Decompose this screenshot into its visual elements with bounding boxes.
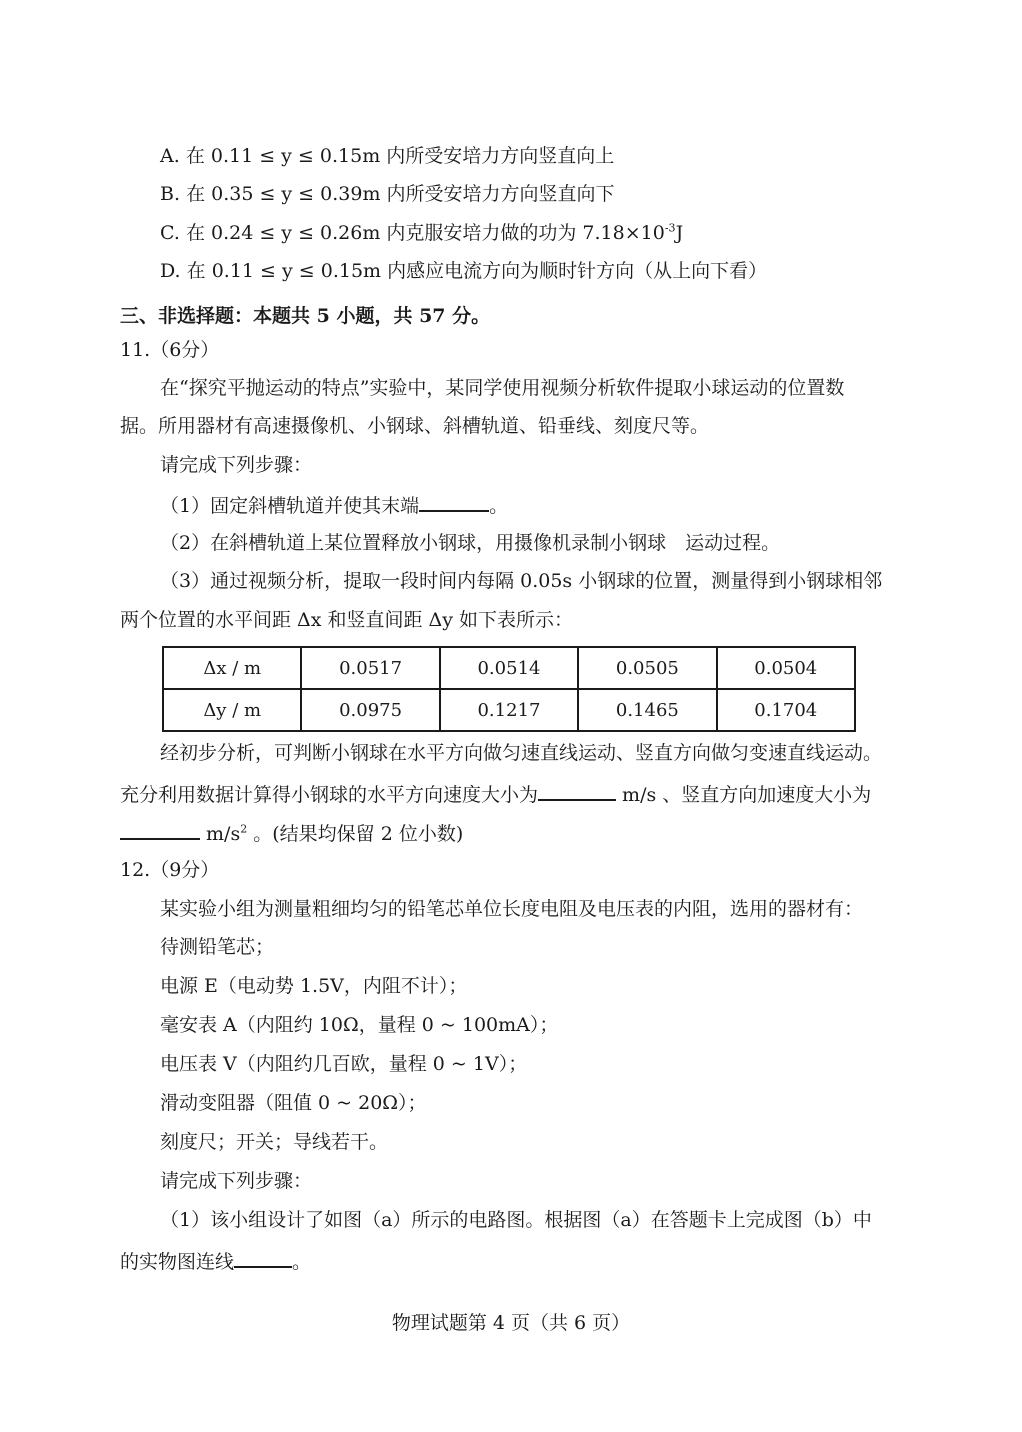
row-label: Δx / m [163,647,301,689]
q12-item: 刻度尺；开关；导线若干。 [160,1131,389,1153]
step-text: （1）固定斜槽轨道并使其末端 [160,495,420,517]
unit: m/s [200,823,241,845]
table-row [163,689,855,731]
table-cell: 0.1465 [578,689,716,731]
answer-blank[interactable] [234,1246,292,1268]
step-text: 的实物图连线 [120,1251,235,1273]
answer-blank[interactable] [120,818,200,840]
q11-step-3a: （3）通过视频分析，提取一段时间内每隔 0.05s 小钢球的位置，测量得到小钢球相邻 [160,570,883,592]
table-cell: 0.0975 [301,689,439,731]
q11-analysis-3 [120,818,463,847]
option-letter: D. [160,260,181,282]
row-label: Δy / m [163,689,301,731]
option-text: 在 0.11 ≤ y ≤ 0.15m 内感应电流方向为顺时针方向（从上向下看） [186,260,768,282]
q11-intro-1: 在“探究平抛运动的特点”实验中，某同学使用视频分析软件提取小球运动的位置数 [160,377,845,399]
option-a [160,143,614,169]
exponent: 2 [240,822,248,836]
q12-item: 滑动变阻器（阻值 0 ~ 20Ω）； [160,1092,427,1114]
step-end: 。 [292,1251,312,1273]
option-text: 在 0.11 ≤ y ≤ 0.15m 内所受安培力方向竖直向上 [185,145,615,167]
section-heading: 三、非选择题：本题共 5 小题，共 57 分。 [120,305,491,327]
table-row [163,647,855,689]
analysis-text: 充分利用数据计算得小钢球的水平方向速度大小为 [120,784,539,806]
option-text: 在 0.24 ≤ y ≤ 0.26m 内克服安培力做的功为 7.18×10 [185,222,665,244]
table-cell: 0.0514 [440,647,578,689]
data-table [162,646,856,732]
page-footer: 物理试题第 4 页（共 6 页） [391,1312,631,1334]
q12-step-1b [120,1246,311,1275]
option-c [160,220,683,246]
table-cell: 0.1704 [717,689,855,731]
unit: J [675,222,684,244]
table-cell: 0.1217 [440,689,578,731]
q12-intro: 某实验小组为测量粗细均匀的铅笔芯单位长度电阻及电压表的内阻，选用的器材有： [160,898,864,920]
q12-item: 电源 E（电动势 1.5V，内阻不计）； [160,975,468,997]
exponent: -3 [664,221,676,235]
q12-item: 电压表 V（内阻约几百欧，量程 0 ~ 1V）； [160,1053,528,1075]
table-cell: 0.0504 [717,647,855,689]
q11-prompt: 请完成下列步骤： [160,454,313,476]
option-letter: C. [160,222,180,244]
answer-blank[interactable] [538,779,616,801]
option-letter: A. [160,145,180,167]
q11-step-2: （2）在斜槽轨道上某位置释放小钢球，用摄像机录制小钢球 运动过程。 [160,532,781,554]
option-text: 在 0.35 ≤ y ≤ 0.39m 内所受安培力方向竖直向下 [186,183,615,205]
q12-item: 待测铅笔芯； [160,936,275,958]
q11-step-3b: 两个位置的水平间距 Δx 和竖直间距 Δy 如下表所示： [120,609,574,631]
option-b [160,181,615,207]
analysis-text: 。(结果均保留 2 位小数) [247,823,464,845]
q11-header: 11.（6分） [120,339,220,361]
step-end: 。 [489,495,509,517]
q11-intro-2: 据。所用器材有高速摄像机、小钢球、斜槽轨道、铅垂线、刻度尺等。 [120,415,710,437]
q12-header: 12.（9分） [120,859,220,881]
option-d [160,258,767,284]
q12-item: 毫安表 A（内阻约 10Ω，量程 0 ~ 100mA）； [160,1014,559,1036]
q11-analysis-1: 经初步分析，可判断小钢球在水平方向做匀速直线运动、竖直方向做匀变速直线运动。 [160,742,883,764]
q12-step-1a: （1）该小组设计了如图（a）所示的电路图。根据图（a）在答题卡上完成图（b）中 [160,1209,872,1231]
q11-step-1 [160,490,508,519]
table-cell: 0.0505 [578,647,716,689]
option-letter: B. [160,183,181,205]
table-cell: 0.0517 [301,647,439,689]
q11-analysis-2 [120,779,871,808]
q12-prompt: 请完成下列步骤： [160,1170,313,1192]
analysis-text: m/s 、竖直方向加速度大小为 [616,784,872,806]
answer-blank[interactable] [419,490,489,512]
